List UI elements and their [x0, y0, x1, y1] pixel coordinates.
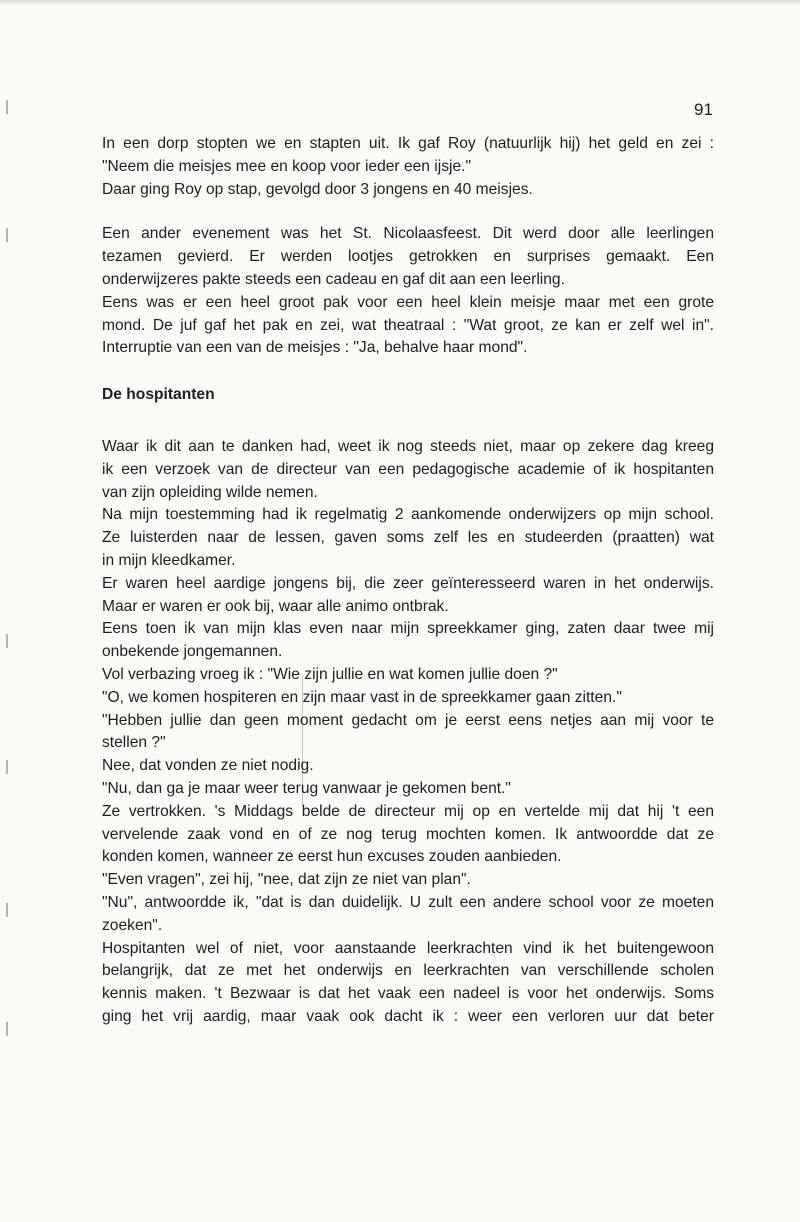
text-line: "Nu, dan ga je maar weer terug vanwaar je gekomen bent." — [102, 779, 511, 797]
text-line: stellen ?" — [102, 734, 166, 752]
text-line: Interruptie van een van de meisjes : "Ja, behalve haar mond". — [102, 339, 528, 357]
text-line: Vol verbazing vroeg ik : "Wie zijn jullie en wat komen jullie doen ?" — [102, 665, 558, 683]
text-line: Na mijn toestemming had ik regelmatig 2 aankomende onderwijzers op mijn school. — [102, 506, 714, 524]
paragraph-sinterklaas — [102, 223, 714, 360]
text-line: In een dorp stopten we en stapten uit. Ik gaf Roy (natuurlijk hij) het geld en zei : — [102, 135, 714, 152]
text-line: Er waren heel aardige jongens bij, die zeer geïnteresseerd waren in het onderwijs. — [102, 574, 714, 592]
text-line: onderwijzeres pakte steeds een cadeau en gaf dit aan een leerling. — [102, 270, 565, 288]
text-line: "Even vragen", zei hij, "nee, dat zijn ze niet van plan". — [102, 871, 471, 889]
margin-mark — [6, 100, 8, 114]
text-line: Nee, dat vonden ze niet nodig. — [102, 757, 314, 775]
margin-mark — [6, 760, 8, 774]
text-line: Eens was er een heel groot pak voor een heel klein meisje maar met een grote — [102, 293, 714, 311]
text-line: konden komen, wanneer ze eerst hun excuses zouden aanbieden. — [102, 848, 562, 866]
text-line: Ze luisterden naar de lessen, gaven soms zelf les en studeerden (praatten) wat — [102, 529, 714, 547]
text-line: tezamen gevierd. Er werden lootjes getrokken en surprises gemaakt. Een — [102, 248, 714, 266]
margin-mark — [6, 228, 8, 242]
text-line: kennis maken. 't Bezwaar is dat het vaak een nadeel is voor het onderwijs. Soms — [102, 985, 714, 1003]
text-line: "O, we komen hospiteren en zijn maar vast in de spreekkamer gaan zitten." — [102, 688, 622, 706]
text-line: Een ander evenement was het St. Nicolaasfeest. Dit werd door alle leerlingen — [102, 225, 714, 243]
text-line: Hospitanten wel of niet, voor aanstaande leerkrachten vind ik het buitengewoon — [102, 939, 714, 957]
text-line: in mijn kleedkamer. — [102, 551, 236, 569]
text-line: ik een verzoek van de directeur van een pedagogische academie of ik hospitanten — [102, 460, 714, 478]
page-top-edge — [0, 0, 800, 6]
text-line: "Nu", antwoordde ik, "dat is dan duidelijk. U zult een andere school voor ze moeten — [102, 893, 714, 911]
section-heading: De hospitanten — [102, 386, 215, 404]
margin-mark — [6, 903, 8, 917]
text-line: van zijn opleiding wilde nemen. — [102, 483, 318, 501]
text-line: Maar er waren er ook bij, waar alle animo ontbrak. — [102, 597, 449, 615]
text-line: Eens toen ik van mijn klas even naar mijn spreekkamer ging, zaten daar twee mij — [102, 620, 714, 638]
paragraph-trip — [102, 133, 714, 201]
text-line: onbekende jongemannen. — [102, 643, 283, 661]
page-number: 91 — [694, 100, 713, 119]
text-line: Daar ging Roy op stap, gevolgd door 3 jongens en 40 meisjes. — [102, 180, 533, 198]
text-line: "Neem die meisjes mee en koop voor ieder een ijsje." — [102, 157, 472, 175]
text-line: "Hebben jullie dan geen moment gedacht om je eerst eens netjes aan mij voor te — [102, 711, 714, 729]
text-line: belangrijk, dat ze met het onderwijs en leerkrachten van verschillende scholen — [102, 962, 714, 980]
text-line: Waar ik dit aan te danken had, weet ik nog steeds niet, maar op zekere dag kreeg — [102, 437, 714, 455]
margin-mark — [6, 634, 8, 648]
page-body — [102, 133, 714, 1029]
text-line: ging het vrij aardig, maar vaak ook dacht ik : weer een verloren uur dat beter — [102, 1007, 714, 1025]
text-line: mond. De juf gaf het pak en zei, wat theatraal : "Wat groot, ze kan er zelf wel in". — [102, 316, 714, 334]
paragraph-hospitanten — [102, 436, 714, 1029]
margin-mark — [6, 1022, 8, 1036]
text-line: Ze vertrokken. 's Middags belde de directeur mij op en vertelde mij dat hij 't een — [102, 802, 714, 820]
text-line: zoeken". — [102, 916, 163, 934]
text-line: vervelende zaak vond en of ze nog terug mochten komen. Ik antwoordde dat ze — [102, 825, 714, 843]
